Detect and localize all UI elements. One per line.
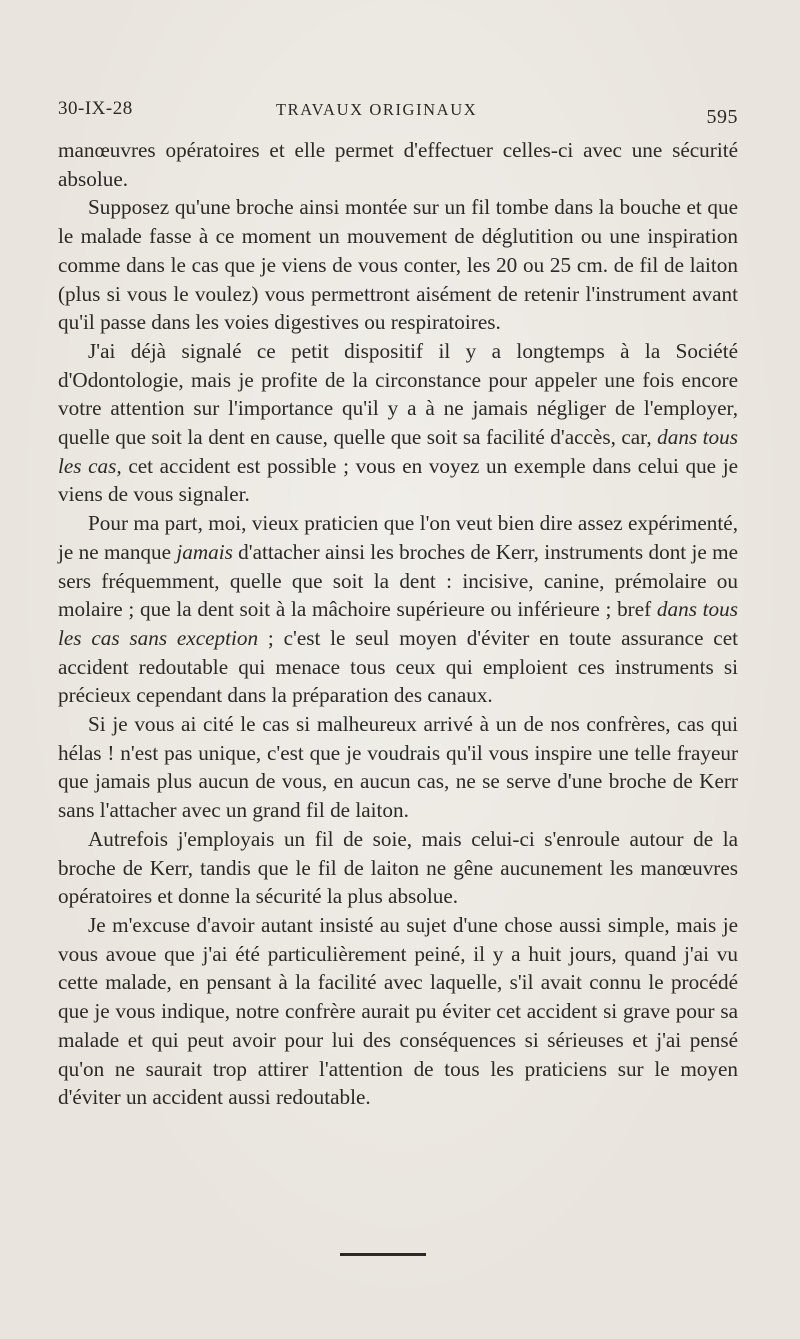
paragraph xyxy=(58,136,738,193)
paragraph xyxy=(58,825,738,911)
italic-text: dans tous les cas sans exception xyxy=(58,597,738,650)
text-run: Autrefois j'employais un fil de soie, mais celui-ci s'enroule autour de la broche de Kerr, tandis que le fil de laiton ne gêne aucunement les manœuvres opératoires et donne la sécurité la plus absolue. xyxy=(58,826,738,909)
text-run: cet accident est possible ; vous en voyez un exemple dans celui que je viens de vous signaler. xyxy=(58,453,738,507)
text-run: Pour ma part, moi, vieux praticien que l'on veut bien dire assez expérimenté, je ne manque xyxy=(58,511,738,564)
running-header xyxy=(58,96,738,130)
text-run: ; c'est le seul moyen d'éviter en toute assurance cet accident redoutable qui menace tous ceux qui emploient ces instruments si précieux cependant dans la préparation des canaux. xyxy=(58,625,738,708)
italic-text: jamais xyxy=(176,539,233,564)
italic-text: dans tous les cas, xyxy=(58,425,738,478)
text-run: Supposez qu'une broche ainsi montée sur un fil tombe dans la bouche et que le malade fasse à ce moment un mouvement de déglutition ou une inspiration comme dans le cas que je viens de vous conter, les 20 ou 25 cm. de fil de laiton (plus si vous le voulez) vous permettront aisément de retenir l'instrument avant qu'il passe dans les voies digestives ou respiratoires. xyxy=(58,195,738,335)
end-rule xyxy=(340,1253,426,1256)
paragraph xyxy=(58,337,738,509)
page-number: 595 xyxy=(706,106,738,128)
paragraph xyxy=(58,509,738,710)
paragraph xyxy=(58,193,738,337)
header-section-title: TRAVAUX ORIGINAUX xyxy=(276,100,478,119)
header-date: 30-IX-28 xyxy=(58,98,133,119)
paragraph xyxy=(58,710,738,825)
text-run: Je m'excuse d'avoir autant insisté au sujet d'une chose aussi simple, mais je vous avoue que j'ai été particulièrement peiné, il y a huit jours, quand j'ai vu cette malade, en pensant à la facilité avec laquelle, s'il avait connu le procédé que je vous indique, notre confrère aurait pu éviter cet accident si grave pour sa malade et qui peut avoir pour lui des conséquences si sérieuses et j'ai pensé qu'on ne saurait trop attirer l'attention de tous les praticiens sur le moyen d'éviter un accident aussi redoutable. xyxy=(58,912,738,1110)
text-run: J'ai déjà signalé ce petit dispositif il y a longtemps à la Société d'Odontologie, mais je profite de la circonstance pour appeler une fois encore votre attention sur l'importance qu'il y a à ne jamais négliger de l'employer, quelle que soit la dent en cause, quelle que soit sa facilité d'accès, car, xyxy=(58,338,738,450)
paragraph xyxy=(58,911,738,1112)
text-run: manœuvres opératoires et elle permet d'effectuer celles-ci avec une sécurité absolue. xyxy=(58,138,738,191)
text-run: d'attacher ainsi les broches de Kerr, instruments dont je me sers fréquemment, quelle que soit la dent : incisive, canine, prémolaire ou molaire ; que la dent soit à la mâchoire supérieure ou inférieure ; bref xyxy=(58,539,738,622)
text-run: Si je vous ai cité le cas si malheureux arrivé à un de nos confrères, cas qui hélas ! n'est pas unique, c'est que je voudrais qu'il vous inspire une telle frayeur que jamais plus aucun de vous, en aucun cas, ne se serve d'une broche de Kerr sans l'attacher avec un grand fil de laiton. xyxy=(58,712,738,823)
article-body xyxy=(58,136,738,1112)
